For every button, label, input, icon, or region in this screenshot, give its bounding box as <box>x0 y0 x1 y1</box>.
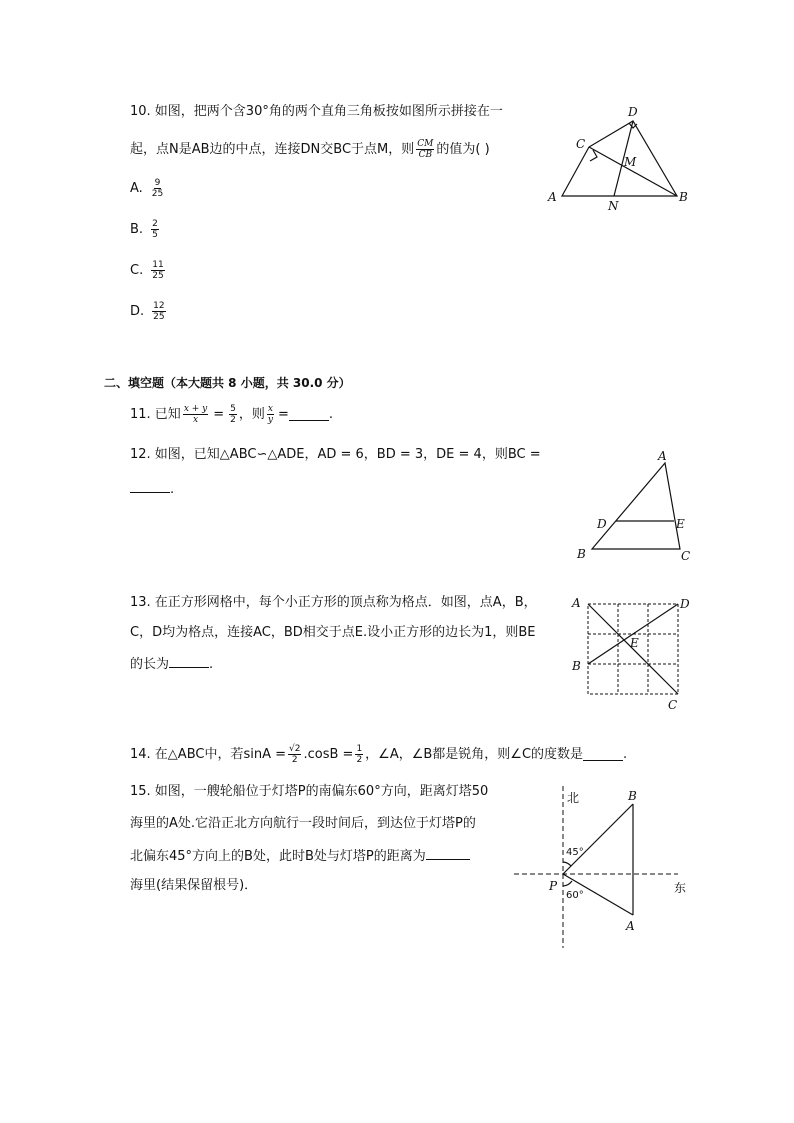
q12-end: . <box>170 482 175 497</box>
q10-label-c: C <box>576 137 586 151</box>
q14-frac1-den: 2 <box>291 755 298 765</box>
q11-answer-blank[interactable] <box>289 408 329 421</box>
q10-option-a[interactable] <box>130 178 166 199</box>
q14-frac1 <box>288 744 301 765</box>
q13-figure <box>566 592 696 714</box>
q11 <box>130 404 333 425</box>
q13-answer-blank[interactable] <box>169 655 209 668</box>
q10-line2 <box>130 139 490 160</box>
q12-line1: 12. 如图，已知△ABC∽△ADE，AD = 6，BD = 3，DE = 4，则BC = <box>130 447 541 462</box>
q12-label-e: E <box>676 517 685 531</box>
q13-line3-text-b: . <box>209 657 214 672</box>
q11-prefix: 11. 已知 <box>130 406 181 422</box>
section-title: 二、填空题（本大题共 8 小题，共 30.0 分） <box>104 376 351 390</box>
option-fraction <box>151 260 164 281</box>
q10-option-c[interactable] <box>130 260 167 281</box>
q14-mid: .cosB = <box>303 746 354 762</box>
option-den: 5 <box>152 230 158 240</box>
option-label: D. <box>130 304 145 319</box>
q14 <box>130 744 627 765</box>
q13-line3-text-a: 的长为 <box>130 657 170 672</box>
q11-frac1 <box>183 404 208 425</box>
q12-label-b: B <box>577 547 586 561</box>
q12-label-a: A <box>658 449 667 463</box>
q11-frac2-den: 2 <box>230 415 236 425</box>
q11-frac2-num: 5 <box>230 404 236 414</box>
q15-line2: 海里的A处.它沿正北方向航行一段时间后，到达位于灯塔P的 <box>130 816 476 831</box>
q10-line1: 10. 如图，把两个含30°角的两个直角三角板按如图所示拼接在一 <box>130 104 503 119</box>
option-num: 11 <box>152 260 164 270</box>
option-num: 12 <box>153 301 165 311</box>
option-num: 2 <box>152 219 158 229</box>
option-den: 25 <box>152 271 164 281</box>
q11-frac2 <box>229 404 237 425</box>
q13-line3 <box>130 655 213 674</box>
q10-line2-text-a: 起，点N是AB边的中点，连接DN交BC于点M，则 <box>130 142 415 157</box>
q14-frac2 <box>355 744 363 765</box>
q12-label-c: C <box>681 549 691 563</box>
q11-end: . <box>328 406 334 422</box>
q13-label-d: D <box>680 597 690 611</box>
q10-label-d: D <box>628 105 638 119</box>
q11-frac1-num: x + y <box>183 404 208 414</box>
q10-label-a: A <box>548 190 557 204</box>
q14-prefix: 14. 在△ABC中，若sinA = <box>130 746 287 762</box>
q13-label-c: C <box>668 698 678 712</box>
q10-figure <box>540 100 700 215</box>
option-fraction <box>152 301 165 322</box>
q10-option-b[interactable] <box>130 219 161 240</box>
q15-line1: 15. 如图，一艘轮船位于灯塔P的南偏东60°方向，距离灯塔50 <box>130 784 489 799</box>
q15-line3-text: 北偏东45°方向上的B处，此时B处与灯塔P的距离为 <box>130 849 426 864</box>
q14-rest: ，∠A，∠B都是锐角，则∠C的度数是 <box>365 746 584 762</box>
q15-line3 <box>130 847 470 866</box>
q14-answer-blank[interactable] <box>583 748 623 761</box>
q15-label-a: A <box>626 919 635 933</box>
q13-label-a: A <box>572 596 581 610</box>
q11-frac3 <box>267 404 274 425</box>
q15-label-b: B <box>628 789 637 803</box>
q12-label-d: D <box>597 517 607 531</box>
q11-frac3-den: y <box>267 415 273 425</box>
q10-label-m: M <box>624 155 637 169</box>
q13-line1: 13. 在正方形网格中，每个小正方形的顶点称为格点．如图，点A，B， <box>130 595 537 610</box>
q15-angle-45: 45° <box>566 847 584 858</box>
q11-frac3-num: x <box>267 404 273 414</box>
option-fraction <box>151 178 164 199</box>
option-label: B. <box>130 222 144 237</box>
q15-north-label: 北 <box>567 791 580 805</box>
q13-label-b: B <box>572 659 581 673</box>
option-num: 9 <box>154 178 161 188</box>
q15-angle-60: 60° <box>566 890 584 901</box>
q12-answer-blank[interactable] <box>130 480 170 493</box>
q12-line2 <box>130 480 174 499</box>
q13-line2: C，D均为格点，连接AC，BD相交于点E.设小正方形的边长为1，则BE <box>130 625 536 640</box>
option-den: 25 <box>153 312 165 322</box>
q11-frac1-den: x <box>192 415 199 425</box>
q15-east-label: 东 <box>674 881 687 895</box>
q10-option-d[interactable] <box>130 301 168 322</box>
q14-frac1-num: √2 <box>289 744 301 754</box>
q12-figure <box>570 445 700 570</box>
q15-answer-blank[interactable] <box>426 847 470 860</box>
q15-figure <box>508 782 698 950</box>
q11-suffix: = <box>278 406 289 422</box>
q15-label-p: P <box>549 879 558 893</box>
q10-label-b: B <box>679 190 688 204</box>
option-fraction <box>151 219 159 240</box>
q11-mid: ，则 <box>238 406 265 422</box>
q10-label-n: N <box>608 199 619 213</box>
q10-frac-num: CM <box>417 139 434 149</box>
q10-fraction <box>416 139 434 160</box>
q11-eq: = <box>213 406 225 422</box>
q14-frac2-num: 1 <box>356 744 363 754</box>
q10-frac-den: CB <box>418 150 433 160</box>
option-den: 25 <box>151 189 164 199</box>
q10-line2-text-b: 的值为( ) <box>436 142 490 157</box>
q15-line4: 海里(结果保留根号)． <box>130 878 258 893</box>
q13-label-e: E <box>630 636 639 650</box>
option-label: A. <box>130 181 143 196</box>
option-label: C. <box>130 263 144 278</box>
q14-end: . <box>623 746 628 762</box>
q14-frac2-den: 2 <box>356 755 363 765</box>
